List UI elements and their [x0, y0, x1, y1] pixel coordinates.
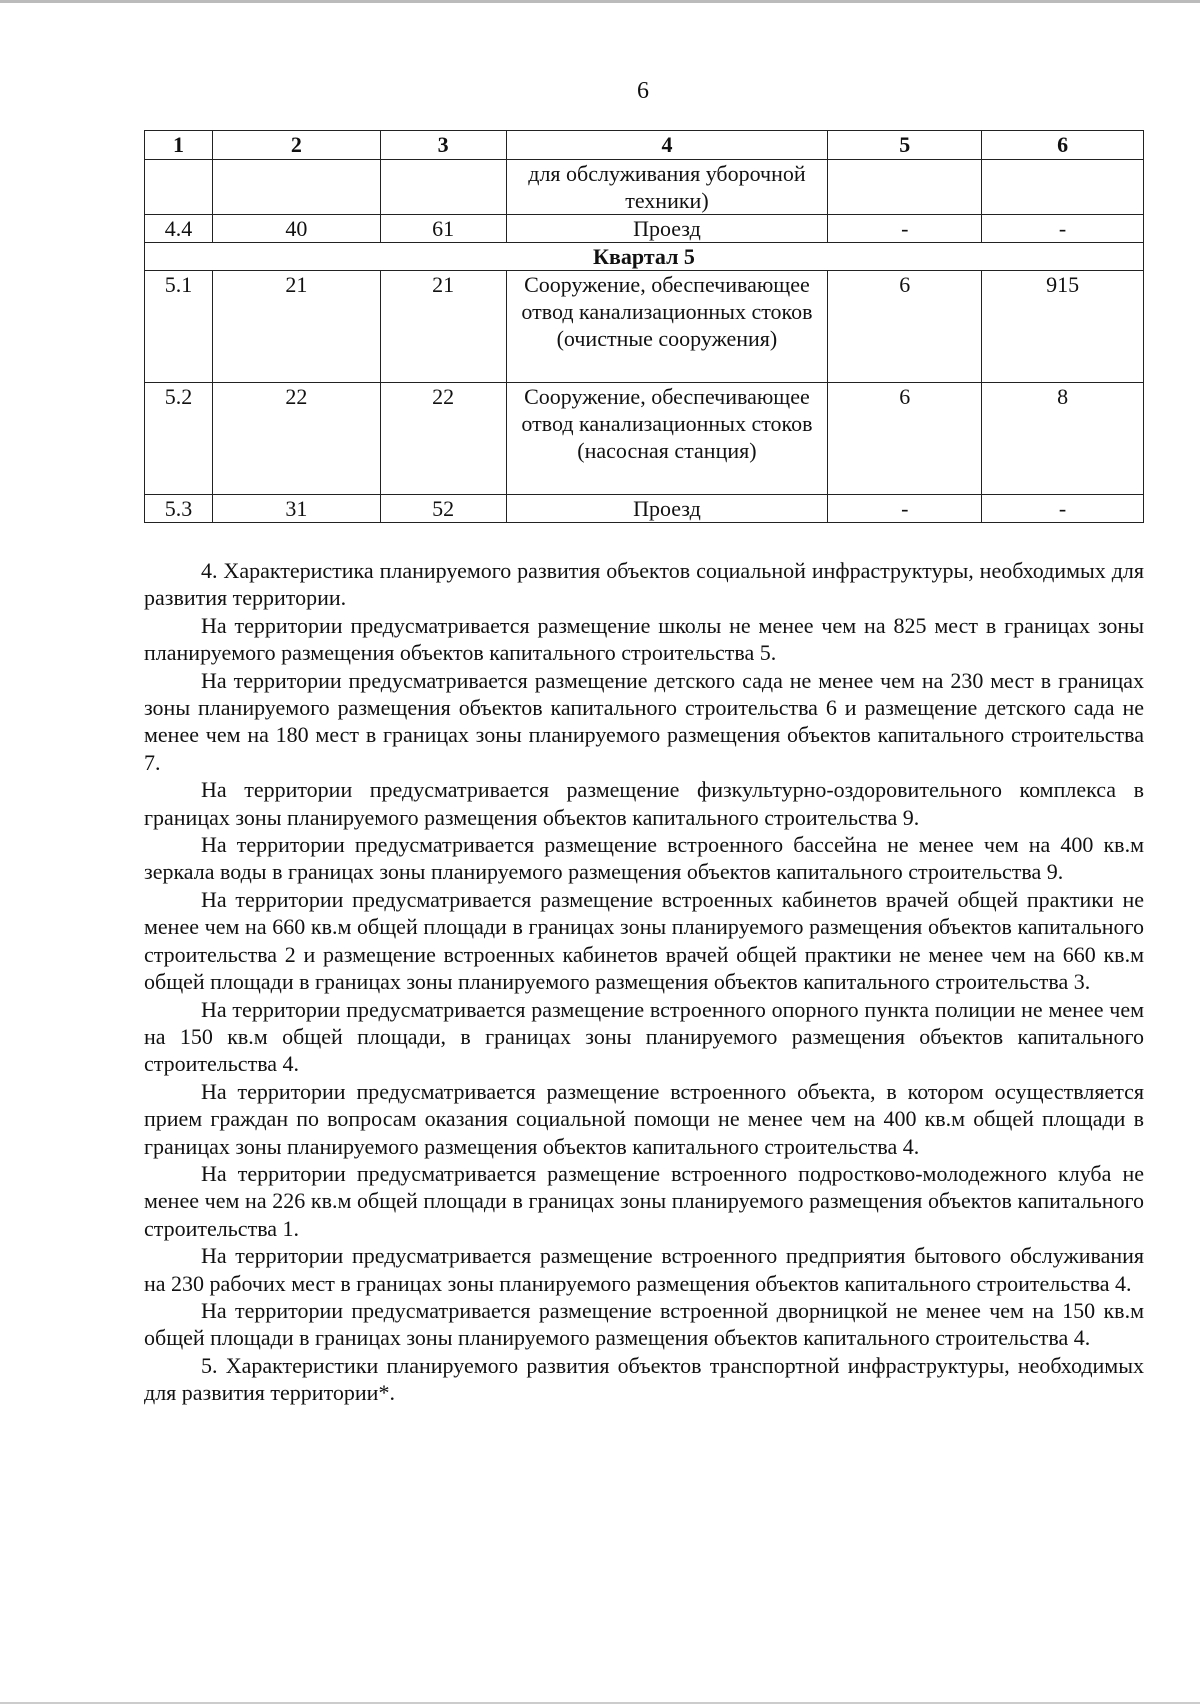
table-cell: Сооружение, обеспечивающее отвод канализационных стоков (очистные сооружения): [506, 271, 828, 383]
table-cell: Проезд: [506, 495, 828, 523]
paragraph-section-4-heading: 4. Характеристика планируемого развития объектов социальной инфраструктуры, необходимых для развития территории.: [144, 558, 1144, 611]
table-row: [145, 215, 1144, 243]
table-cell: -: [828, 495, 982, 523]
table-cell: -: [982, 495, 1144, 523]
table-cell: 4.4: [145, 215, 213, 243]
paragraph-sports-complex: На территории предусматривается размещение физкультурно-оздоровительного комплекса в границах зоны планируемого размещения объектов капитального строительства 9.: [144, 777, 1144, 830]
table-cell: 22: [380, 383, 506, 495]
paragraph-janitor-room: На территории предусматривается размещение встроенной дворницкой не менее чем на 150 кв.м общей площади в границах зоны планируемого размещения объектов капитального строительства 4.: [144, 1297, 1144, 1351]
table-cell: 6: [828, 271, 982, 383]
table-cell: 22: [212, 383, 380, 495]
table-cell: 52: [380, 495, 506, 523]
objects-table: [144, 130, 1144, 523]
paragraph-pool: На территории предусматривается размещение встроенного бассейна не менее чем на 400 кв.м зеркала воды в границах зоны планируемого размещения объектов капитального строительства 9.: [144, 832, 1144, 885]
table-cell: 5.2: [145, 383, 213, 495]
table-row: [145, 495, 1144, 523]
table-cell: 31: [212, 495, 380, 523]
table-section-row: [145, 243, 1144, 271]
table-header-cell: 2: [212, 131, 380, 160]
table-header-cell: 1: [145, 131, 213, 160]
table-cell: 5.1: [145, 271, 213, 383]
table-cell: [828, 160, 982, 215]
paragraph-school: На территории предусматривается размещение школы не менее чем на 825 мест в границах зоны планируемого размещения объектов капитального строительства 5.: [144, 612, 1144, 666]
paragraph-kindergartens: На территории предусматривается размещение детского сада не менее чем на 230 мест в границах зоны планируемого размещения объектов капитального строительства 6 и размещение детского сада не менее чем на 180 мест в границах зоны планируемого размещения объектов капитального строительства 7.: [144, 667, 1144, 775]
section-title-kvartal-5: Квартал 5: [145, 243, 1144, 271]
table-cell: [982, 160, 1144, 215]
table-cell: Проезд: [506, 215, 828, 243]
table-cell: 915: [982, 271, 1144, 383]
table-header-cell: 3: [380, 131, 506, 160]
document-body: [144, 557, 1144, 1407]
table-cell: [380, 160, 506, 215]
table-cell: 40: [212, 215, 380, 243]
table-cell: 21: [380, 271, 506, 383]
table-cell: -: [828, 215, 982, 243]
table-header-cell: 6: [982, 131, 1144, 160]
paragraph-section-5-heading: 5. Характеристики планируемого развития объектов транспортной инфраструктуры, необходимых для развития территории*.: [144, 1352, 1144, 1406]
paragraph-consumer-services: На территории предусматривается размещение встроенного предприятия бытового обслуживания на 230 рабочих мест в границах зоны планируемого размещения объектов капитального строительства 4.: [144, 1243, 1144, 1296]
table-cell: 5.3: [145, 495, 213, 523]
table-cell: [145, 160, 213, 215]
table-cell: 61: [380, 215, 506, 243]
table-cell: 21: [212, 271, 380, 383]
table-row: [145, 160, 1144, 215]
table-header-cell: 4: [506, 131, 828, 160]
table-cell: для обслуживания уборочной техники): [506, 160, 828, 215]
paragraph-police-point: На территории предусматривается размещение встроенного опорного пункта полиции не менее чем на 150 кв.м общей площади, в границах зоны планируемого размещения объектов капитального строительства 4.: [144, 996, 1144, 1077]
scan-edge-top: [0, 0, 1200, 3]
table-header-row: [145, 131, 1144, 160]
paragraph-doctor-offices: На территории предусматривается размещение встроенных кабинетов врачей общей практики не менее чем на 660 кв.м общей площади в границах зоны планируемого размещения объектов капитального строительства 2 и размещение встроенных кабинетов врачей общей практики не менее чем на 660 кв.м общей площади в границах зоны планируемого размещения объектов капитального строительства 3.: [144, 886, 1144, 995]
paragraph-youth-club: На территории предусматривается размещение встроенного подростково-молодежного клуба не менее чем на 226 кв.м общей площади в границах зоны планируемого размещения объектов капитального строительства 1.: [144, 1160, 1144, 1241]
table-cell: 6: [828, 383, 982, 495]
table-cell: [212, 160, 380, 215]
page-number: 6: [637, 78, 649, 104]
table-header-cell: 5: [828, 131, 982, 160]
table-row: [145, 383, 1144, 495]
table-cell: 8: [982, 383, 1144, 495]
paragraph-social-help: На территории предусматривается размещение встроенного объекта, в котором осуществляется прием граждан по вопросам оказания социальной помощи не менее чем на 400 кв.м общей площади в границах зоны планируемого размещения объектов капитального строительства 4.: [144, 1078, 1144, 1159]
table-cell: -: [982, 215, 1144, 243]
table-row: [145, 271, 1144, 383]
table-cell: Сооружение, обеспечивающее отвод канализационных стоков (насосная станция): [506, 383, 828, 495]
